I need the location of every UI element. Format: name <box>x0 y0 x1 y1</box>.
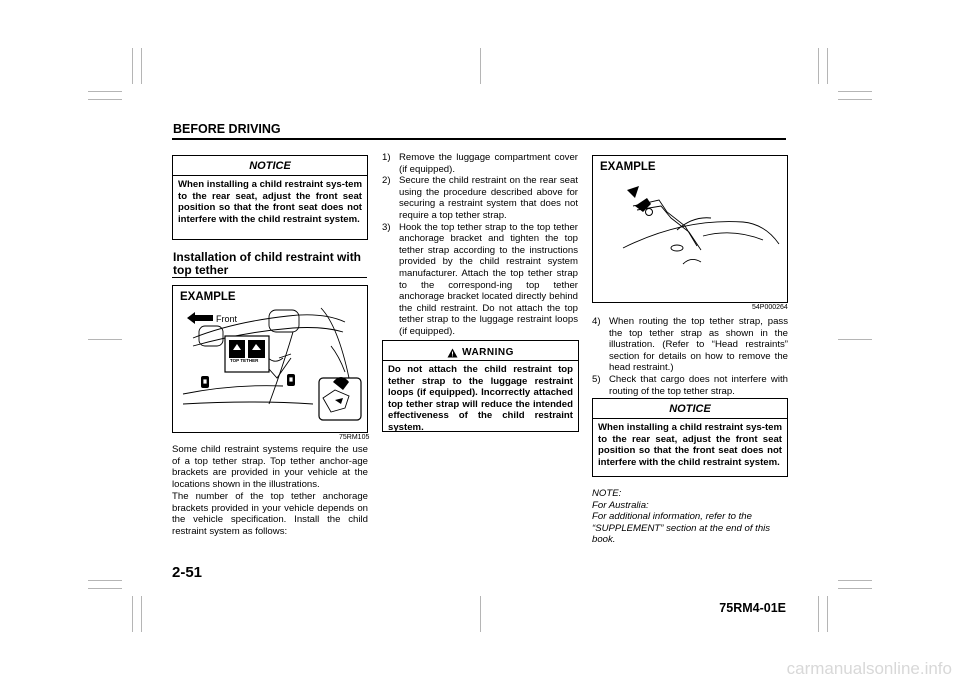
note-text: For additional information, refer to the “SUPPLEMENT” section at the end of this book. <box>592 511 771 546</box>
notice-text: When installing a child restraint sys-tem to the rear seat, adjust the front seat position so that the front seat does not interfere with the child restraint system. <box>178 179 362 225</box>
front-arrow-icon <box>187 312 213 324</box>
body-text: Some child restraint systems require the use of a top tether strap. Top tether anchor-age brackets are provided in your vehicle at the locations shown in the illustrations. <box>172 444 368 490</box>
crop-mark <box>141 48 142 84</box>
note-region: For Australia: <box>592 499 649 511</box>
header-rule <box>172 138 786 140</box>
routing-steps <box>592 316 788 397</box>
crop-mark <box>827 48 828 84</box>
figure-code: 75RM105 <box>339 434 370 441</box>
notice-box-left <box>172 155 368 240</box>
crop-mark <box>132 48 133 84</box>
crop-mark <box>480 596 481 632</box>
notice-text: When installing a child restraint sys-tem to the rear seat, adjust the front seat position so that the front seat does not interfere with the child restraint system. <box>598 422 782 468</box>
list-item: 5) Check that cargo does not interfere with routing of the top tether strap. <box>592 373 788 397</box>
body-text: The number of the top tether anchorage brackets provided in your vehicle depends on the vehicle specification. Install the child restraint system as follows: <box>172 491 368 537</box>
box-divider <box>173 175 367 176</box>
crop-mark <box>818 48 819 84</box>
notice-heading: NOTICE <box>669 403 711 415</box>
crop-mark <box>88 91 122 92</box>
list-item: 3) Hook the top tether strap to the top tether anchorage bracket and tighten the top tether strap according to the instructions provided by the child restraint system manufacturer. Attach the top tether strap to the correspond-ing top tether anchorage bracket located directly behind the child restraint. Do not attach the top tether strap to the luggage restraint loops (if equipped). <box>382 221 578 337</box>
crop-mark <box>88 580 122 581</box>
crop-mark <box>838 580 872 581</box>
warning-box <box>382 340 579 432</box>
figure-label: EXAMPLE <box>600 161 656 173</box>
warning-heading: WARNING <box>383 341 578 360</box>
crop-mark <box>838 588 872 589</box>
sticker-text: TOP TETHER <box>230 358 259 363</box>
page-number: 2-51 <box>172 564 203 581</box>
crop-mark <box>838 339 872 340</box>
rear-seat-illustration <box>173 286 367 432</box>
front-label: Front <box>216 314 238 324</box>
list-item: 2) Secure the child restraint on the rear seat using the procedure described above for securing a restraint system that does not require a top tether strap. <box>382 175 578 221</box>
section-title: Installation of child restraint with top tether <box>173 250 362 277</box>
crop-mark <box>480 48 481 84</box>
watermark: carmanualsonline.info <box>786 659 952 678</box>
figure-label: EXAMPLE <box>180 291 236 303</box>
document-code: 75RM4-01E <box>719 601 786 615</box>
notice-box-right <box>592 398 788 477</box>
crop-mark <box>88 588 122 589</box>
list-item: 1) Remove the luggage compartment cover (if equipped). <box>382 152 578 175</box>
figure-code: 54P000264 <box>752 304 788 311</box>
crop-mark <box>827 596 828 632</box>
hook-arrow-icon <box>627 186 639 198</box>
crop-mark <box>88 99 122 100</box>
crop-mark <box>818 596 819 632</box>
warning-icon <box>447 348 458 358</box>
figure-top-tether-anchors <box>172 285 368 433</box>
list-item: 4) When routing the top tether strap, pass the top tether strap as shown in the illustration. (Refer to “Head restraints” section for details on how to remove the head restraint.) <box>592 316 788 374</box>
crop-mark <box>838 91 872 92</box>
section-header: BEFORE DRIVING <box>173 122 281 136</box>
notice-heading: NOTICE <box>249 160 291 172</box>
crop-mark <box>132 596 133 632</box>
install-steps <box>382 152 578 338</box>
box-divider <box>593 418 787 419</box>
crop-mark <box>141 596 142 632</box>
figure-tether-routing <box>592 155 788 303</box>
section-rule <box>172 277 367 278</box>
crop-mark <box>88 339 122 340</box>
warning-text: Do not attach the child restraint top tether strap to the luggage restraint loops (if equipped). Incorrectly attached top tether strap will reduce the intended effectiveness of the child restraint system. <box>388 364 573 433</box>
note-label: NOTE: <box>592 488 622 499</box>
box-divider <box>383 360 578 361</box>
crop-mark <box>838 99 872 100</box>
note <box>592 488 788 546</box>
tether-routing-illustration <box>593 156 787 302</box>
